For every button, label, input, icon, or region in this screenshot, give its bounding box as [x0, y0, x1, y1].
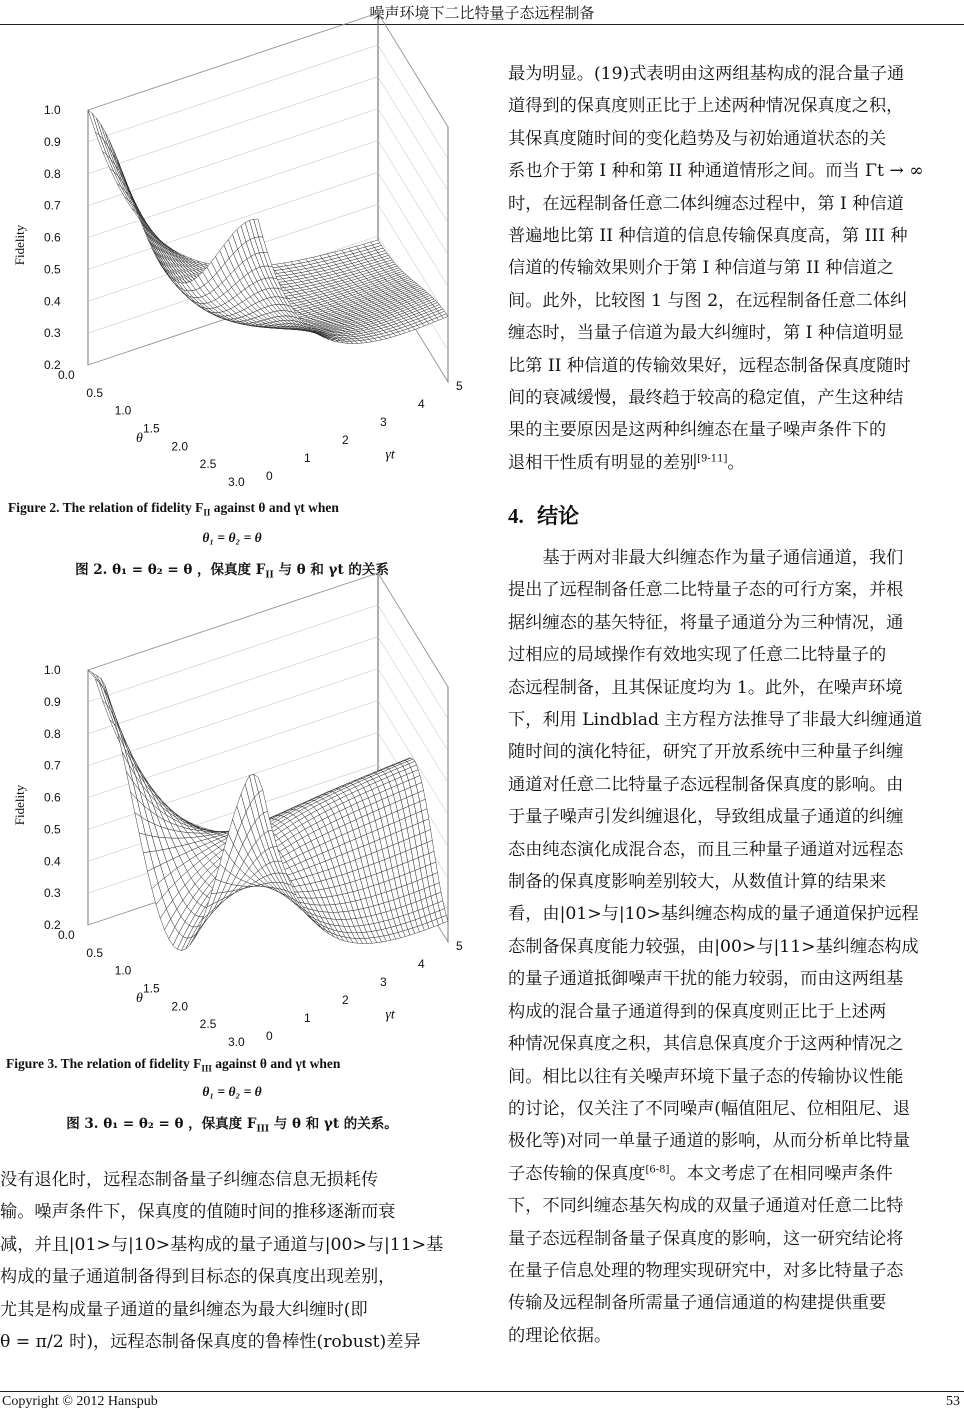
x-tick-label: 3.0 — [228, 475, 245, 489]
y-tick-label: 1 — [304, 451, 311, 465]
text-line: 态由纯态演化成混合态，而且三种量子通道对远程态 — [508, 839, 904, 860]
text-line: 传输及远程制备所需量子通信通道的构建提供重要 — [508, 1293, 887, 1314]
text-line: 制备的保真度影响差别较大，从数值计算的结果来 — [508, 872, 887, 893]
right-column-paragraph-2 — [508, 542, 964, 1352]
text-line: 信道的传输效果则介于第 I 种信道与第 II 种信道之 — [508, 258, 894, 279]
surface-mesh — [88, 670, 448, 951]
text-line: 比第 II 种信道的传输效果好，远程态制备保真度随时 — [508, 355, 911, 376]
y-tick-label: 3 — [380, 415, 387, 429]
z-tick-label: 0.7 — [44, 758, 61, 773]
z-axis-label: Fidelity — [12, 784, 27, 826]
z-tick-label: 0.9 — [44, 694, 61, 709]
text-line: 缠态时，当量子信道为最大纠缠时，第 I 种信道明显 — [508, 323, 904, 344]
z-tick-label: 0.5 — [44, 822, 61, 837]
y-tick-label: 1 — [304, 1011, 311, 1025]
text-line: 种情况保真度之积，其信息保真度介于这两种情况之 — [508, 1034, 904, 1055]
text-line: 基于两对非最大纠缠态作为量子通信通道，我们 — [508, 548, 904, 568]
y-tick-label: 0 — [266, 469, 273, 483]
text-line: 下，不同纠缠态基矢构成的双量子通道对任意二比特 — [508, 1196, 904, 1217]
figure-2-caption-en: Figure 2. The relation of fidelity $F_{II}$ against θ and γt when — [8, 500, 339, 518]
z-tick-label: 0.6 — [44, 230, 61, 245]
z-tick-label: 0.5 — [44, 262, 61, 277]
z-tick-label: 0.3 — [44, 326, 61, 341]
x-tick-label: 3.0 — [228, 1035, 245, 1049]
figure-3-caption-condition: θ₁ = θ₂ = θ — [202, 1084, 262, 1099]
figure-2-caption-zh: 图 2. θ₁ = θ₂ = θ ，保真度 $F_{II}$ 与 θ 和 γt 的关系 — [75, 562, 389, 581]
x-tick-label: 0.0 — [58, 368, 75, 382]
text-line: 间。此外，比较图 1 与图 2，在远程制备任意二体纠 — [508, 290, 908, 311]
z-tick-label: 0.3 — [44, 886, 61, 901]
y-tick-label: 4 — [418, 397, 425, 411]
text-line: 子态传输的保真度[6-8]。本文考虑了在相同噪声条件 — [508, 1163, 893, 1184]
text-line: 随时间的演化特征，研究了开放系统中三种量子纠缠 — [508, 742, 904, 763]
y-tick-label: 2 — [342, 433, 349, 447]
grid-line — [88, 109, 448, 223]
text-line: 于量子噪声引发纠缠退化，导致组成量子通道的纠缠 — [508, 807, 904, 828]
z-tick-label: 0.2 — [44, 918, 61, 932]
sentence-end: 。 — [727, 452, 745, 473]
text-line: 时，在远程制备任意二体纠缠态过程中，第 I 种信道 — [508, 193, 904, 214]
y-tick-label: 3 — [380, 975, 387, 989]
grid-line — [88, 45, 448, 159]
text-line: 看，由|01>与|10>基纠缠态构成的量子通道保护远程 — [508, 904, 919, 925]
left-column-paragraph — [0, 1164, 462, 1358]
footer-rule — [0, 1391, 964, 1392]
x-tick-label: 0.5 — [86, 385, 104, 400]
z-tick-label: 0.9 — [44, 134, 61, 149]
x-tick-label: 2.5 — [199, 457, 217, 472]
figure-2-surface-plot — [0, 40, 470, 489]
x-axis-label: θ — [136, 430, 143, 446]
x-tick-label: 1.0 — [114, 963, 132, 978]
x-tick-label: 1.5 — [143, 981, 160, 996]
header-rule — [0, 24, 964, 25]
z-tick-label: 0.6 — [44, 790, 61, 805]
grid-line — [88, 77, 448, 191]
surface-mesh — [88, 110, 448, 344]
x-tick-label: 2.0 — [171, 999, 189, 1014]
x-tick-label: 0.5 — [86, 945, 104, 960]
text-line: 间。相比以往有关噪声环境下量子态的传输协议性能 — [508, 1066, 904, 1087]
y-tick-label: 4 — [418, 957, 425, 971]
text-line: 间的衰减缓慢，最终趋于较高的稳定值，产生这种结 — [508, 388, 904, 409]
text-line: 量子态远程制备量子保真度的影响，这一研究结论将 — [508, 1228, 904, 1249]
text-line: 道得到的保真度则正比于上述两种情况保真度之积， — [508, 96, 904, 117]
text-line: 的理论依据。 — [508, 1325, 612, 1346]
text-line: 的讨论，仅关注了不同噪声(幅值阻尼、位相阻尼、退 — [508, 1098, 911, 1119]
z-tick-label: 1.0 — [44, 663, 61, 677]
y-tick-label: 5 — [456, 939, 463, 953]
text-line: 其保真度随时间的变化趋势及与初始通道状态的关 — [508, 128, 887, 149]
text-line: 的量子通道抵御噪声干扰的能力较弱，而由这两组基 — [508, 969, 904, 990]
citation: [6-8] — [645, 1163, 670, 1175]
grid-line — [88, 605, 448, 719]
text-line: 输。噪声条件下，保真度的值随时间的推移逐渐而衰 — [0, 1202, 396, 1223]
grid-line — [88, 637, 448, 751]
grid-line — [88, 141, 448, 255]
text-line: 没有退化时，远程态制备量子纠缠态信息无损耗传 — [0, 1170, 379, 1190]
y-tick-label: 5 — [456, 379, 463, 393]
grid-line — [88, 573, 448, 687]
y-tick-label: 0 — [266, 1029, 273, 1043]
z-tick-label: 0.2 — [44, 358, 61, 372]
text-line: 态远程制备，且其保证度均为 1。此外，在噪声环境 — [508, 677, 903, 698]
z-tick-label: 1.0 — [44, 103, 61, 117]
z-tick-label: 0.4 — [44, 294, 61, 309]
figure-3-surface-plot — [0, 600, 470, 1049]
y-axis-label: γt — [385, 1007, 395, 1023]
z-axis-label: Fidelity — [12, 224, 27, 266]
text-line: 最为明显。(19)式表明由这两组基构成的混合量子通 — [508, 64, 905, 84]
text-line: 系也介于第 I 种和第 II 种通道情形之间。而当 Γt → ∞ — [508, 161, 924, 182]
text-line: 减，并且|01>与|10>基构成的量子通道与|00>与|11>基 — [0, 1234, 444, 1255]
x-tick-label: 2.5 — [199, 1017, 217, 1032]
text-line: 尤其是构成量子通道的量纠缠态为最大纠缠时(即 — [0, 1299, 368, 1320]
text-line: 果的主要原因是这两种纠缠态在量子噪声条件下的 — [508, 420, 887, 441]
text-line: 下，利用 Lindblad 主方程方法推导了非最大纠缠通道 — [508, 710, 923, 731]
running-header: 噪声环境下二比特量子态远程制备 — [369, 4, 595, 22]
citation: [9-11] — [697, 453, 728, 465]
z-tick-label: 0.8 — [44, 166, 61, 181]
text-line: 构成的混合量子通道得到的保真度则正比于上述两 — [508, 1001, 887, 1022]
text-line: 在量子信息处理的物理实现研究中，对多比特量子态 — [508, 1260, 904, 1281]
z-tick-label: 0.8 — [44, 726, 61, 741]
text-line: 普遍地比第 II 种信道的信息传输保真度高，第 III 种 — [508, 226, 908, 247]
z-tick-label: 0.7 — [44, 198, 61, 213]
footer-copyright: Copyright © 2012 Hanspub — [2, 1394, 158, 1409]
figure-3-caption-en: Figure 3. The relation of fidelity $F_{III}$ against θ and γt when — [6, 1056, 341, 1074]
figure-2-caption-condition: θ₁ = θ₂ = θ — [202, 530, 262, 545]
x-tick-label: 2.0 — [171, 439, 189, 454]
text-line: 据纠缠态的基矢特征，将量子通道分为三种情况，通 — [508, 612, 904, 633]
grid-line — [88, 13, 448, 127]
figure-3-caption-zh: 图 3. θ₁ = θ₂ = θ ，保真度 $F_{III}$ 与 θ 和 γt 的关系。 — [66, 1116, 398, 1135]
x-tick-label: 1.0 — [114, 403, 132, 418]
text-line: 通道对任意二比特量子态远程制备保真度的影响。由 — [508, 774, 904, 795]
text-line: 过相应的局域操作有效地实现了任意二比特量子的 — [508, 645, 887, 666]
x-tick-label: 0.0 — [58, 928, 75, 942]
section-heading: 4. 结论 — [508, 503, 580, 528]
y-axis-label: γt — [385, 447, 395, 463]
text-line: 极化等)对同一单量子通道的影响，从而分析单比特量 — [508, 1131, 911, 1152]
text-line: 提出了远程制备任意二比特量子态的可行方案，并根 — [508, 580, 904, 601]
z-tick-label: 0.4 — [44, 854, 61, 869]
text-line: 构成的量子通道制备得到目标态的保真度出现差别， — [0, 1267, 396, 1288]
y-tick-label: 2 — [342, 993, 349, 1007]
x-axis-label: θ — [136, 990, 143, 1006]
page-number: 53 — [946, 1394, 960, 1409]
right-column-paragraph-1 — [508, 58, 964, 479]
text-line: θ = π/2 时)，远程态制备保真度的鲁棒性(robust)差异 — [0, 1332, 421, 1353]
text-line: 退相干性质有明显的差别[9-11]。 — [508, 452, 745, 473]
text-line: 态制备保真度能力较强，由|00>与|11>基纠缠态构成 — [508, 936, 919, 957]
text-line-continuation: 。本文考虑了在相同噪声条件 — [669, 1163, 893, 1184]
x-tick-label: 1.5 — [143, 421, 160, 436]
